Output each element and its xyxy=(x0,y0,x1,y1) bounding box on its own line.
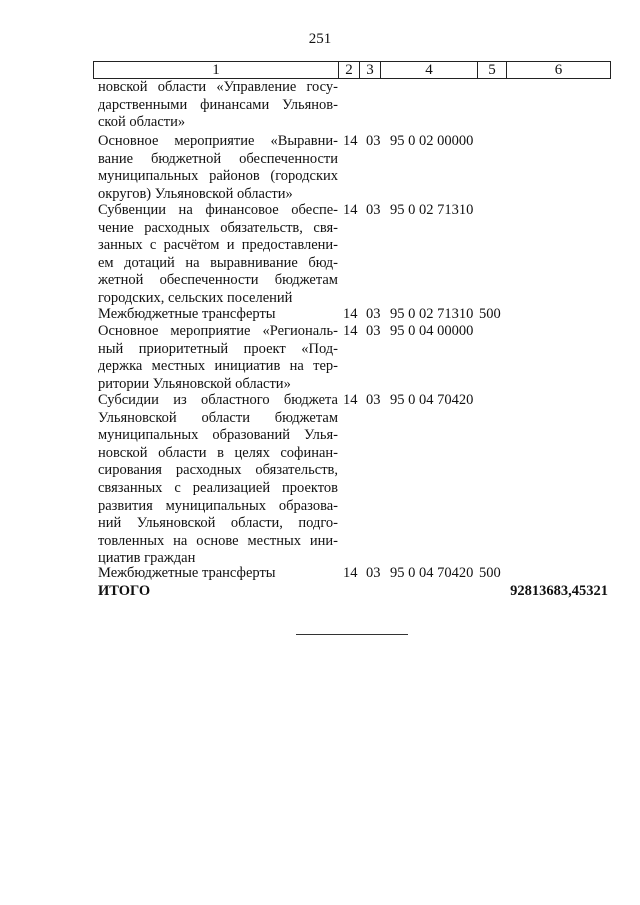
row-subsection-code: 03 xyxy=(366,306,381,322)
row-section-code: 14 xyxy=(343,202,358,218)
row-description-line: городских, сельских поселений xyxy=(98,289,293,306)
row-section-code: 14 xyxy=(343,306,358,322)
row-description-line: Субвенции на финансовое обеспе- xyxy=(98,202,338,218)
row-description-line: ный приоритетный проект «Под- xyxy=(98,340,338,357)
row-description-line: чение расходных обязательств, свя- xyxy=(98,219,338,236)
row-description-line: ритории Ульяновской области» xyxy=(98,375,291,392)
header-col-3: 3 xyxy=(360,62,381,79)
row-section-code: 14 xyxy=(343,133,358,149)
row-description xyxy=(98,306,338,324)
row-section-code: 14 xyxy=(343,565,358,581)
row-description-line: ем дотаций на выравнивание бюд- xyxy=(98,254,338,271)
row-subsection-code: 03 xyxy=(366,202,381,218)
row-description-line: Межбюджетные трансферты xyxy=(98,306,276,322)
row-description-line: сирования расходных обязательств, xyxy=(98,462,338,479)
row-description-line: ний Ульяновской области, подго- xyxy=(98,515,338,532)
row-description-line: держка местных инициатив на тер- xyxy=(98,358,338,375)
header-col-2: 2 xyxy=(339,62,360,79)
row-description-line: муниципальных районов (городских xyxy=(98,168,338,185)
row-description-line: товленных на основе местных ини- xyxy=(98,532,338,549)
row-target-code: 95 0 04 00000 xyxy=(390,323,474,339)
total-amount: 92813683,45321 xyxy=(510,583,608,599)
row-target-code: 95 0 04 70420 xyxy=(390,392,474,408)
row-description-line: вание бюджетной обеспеченности xyxy=(98,150,338,167)
row-description-line: Основное мероприятие «Региональ- xyxy=(98,323,338,339)
row-target-code: 95 0 02 71310 xyxy=(390,202,474,218)
row-description-line: дарственными финансами Ульянов- xyxy=(98,96,338,113)
row-target-code: 95 0 02 71310 xyxy=(390,306,474,322)
row-description-line: новской области «Управление госу- xyxy=(98,79,338,95)
row-description xyxy=(98,323,338,393)
row-target-code: 95 0 02 00000 xyxy=(390,133,474,149)
row-description-line: Основное мероприятие «Выравни- xyxy=(98,133,338,149)
header-col-5: 5 xyxy=(478,62,507,79)
row-section-code: 14 xyxy=(343,323,358,339)
header-col-1: 1 xyxy=(94,62,339,79)
row-description xyxy=(98,133,338,203)
row-description-line: занных с расчётом и предоставлени- xyxy=(98,237,338,254)
row-description xyxy=(98,392,338,568)
row-description-line: муниципальных образований Улья- xyxy=(98,427,338,444)
row-expense-type: 500 xyxy=(479,565,501,581)
header-col-4: 4 xyxy=(381,62,478,79)
row-target-code: 95 0 04 70420 xyxy=(390,565,474,581)
row-subsection-code: 03 xyxy=(366,392,381,408)
row-description-line: округов) Ульяновской области» xyxy=(98,185,293,202)
row-description-line: Межбюджетные трансферты xyxy=(98,565,276,581)
row-description-line: Ульяновской области бюджетам xyxy=(98,409,338,426)
row-description-line: новской области в целях софинан- xyxy=(98,444,338,461)
row-expense-type: 500 xyxy=(479,306,501,322)
row-subsection-code: 03 xyxy=(366,133,381,149)
row-description xyxy=(98,565,338,583)
row-description xyxy=(98,202,338,308)
row-subsection-code: 03 xyxy=(366,323,381,339)
row-description-line: ской области» xyxy=(98,114,186,131)
row-section-code: 14 xyxy=(343,392,358,408)
total-label: ИТОГО xyxy=(98,583,151,599)
row-description-line: циатив граждан xyxy=(98,550,196,567)
row-subsection-code: 03 xyxy=(366,565,381,581)
row-description-line: развития муниципальных образова- xyxy=(98,497,338,514)
row-description xyxy=(98,79,338,132)
header-col-6: 6 xyxy=(507,62,611,79)
row-description-line: Субсидии из областного бюджета xyxy=(98,392,338,408)
row-description-line: связанных с реализацией проектов xyxy=(98,479,338,496)
page-number: 251 xyxy=(308,31,332,47)
row-description-line: жетной обеспеченности бюджетам xyxy=(98,272,338,289)
footer-rule xyxy=(296,634,408,635)
